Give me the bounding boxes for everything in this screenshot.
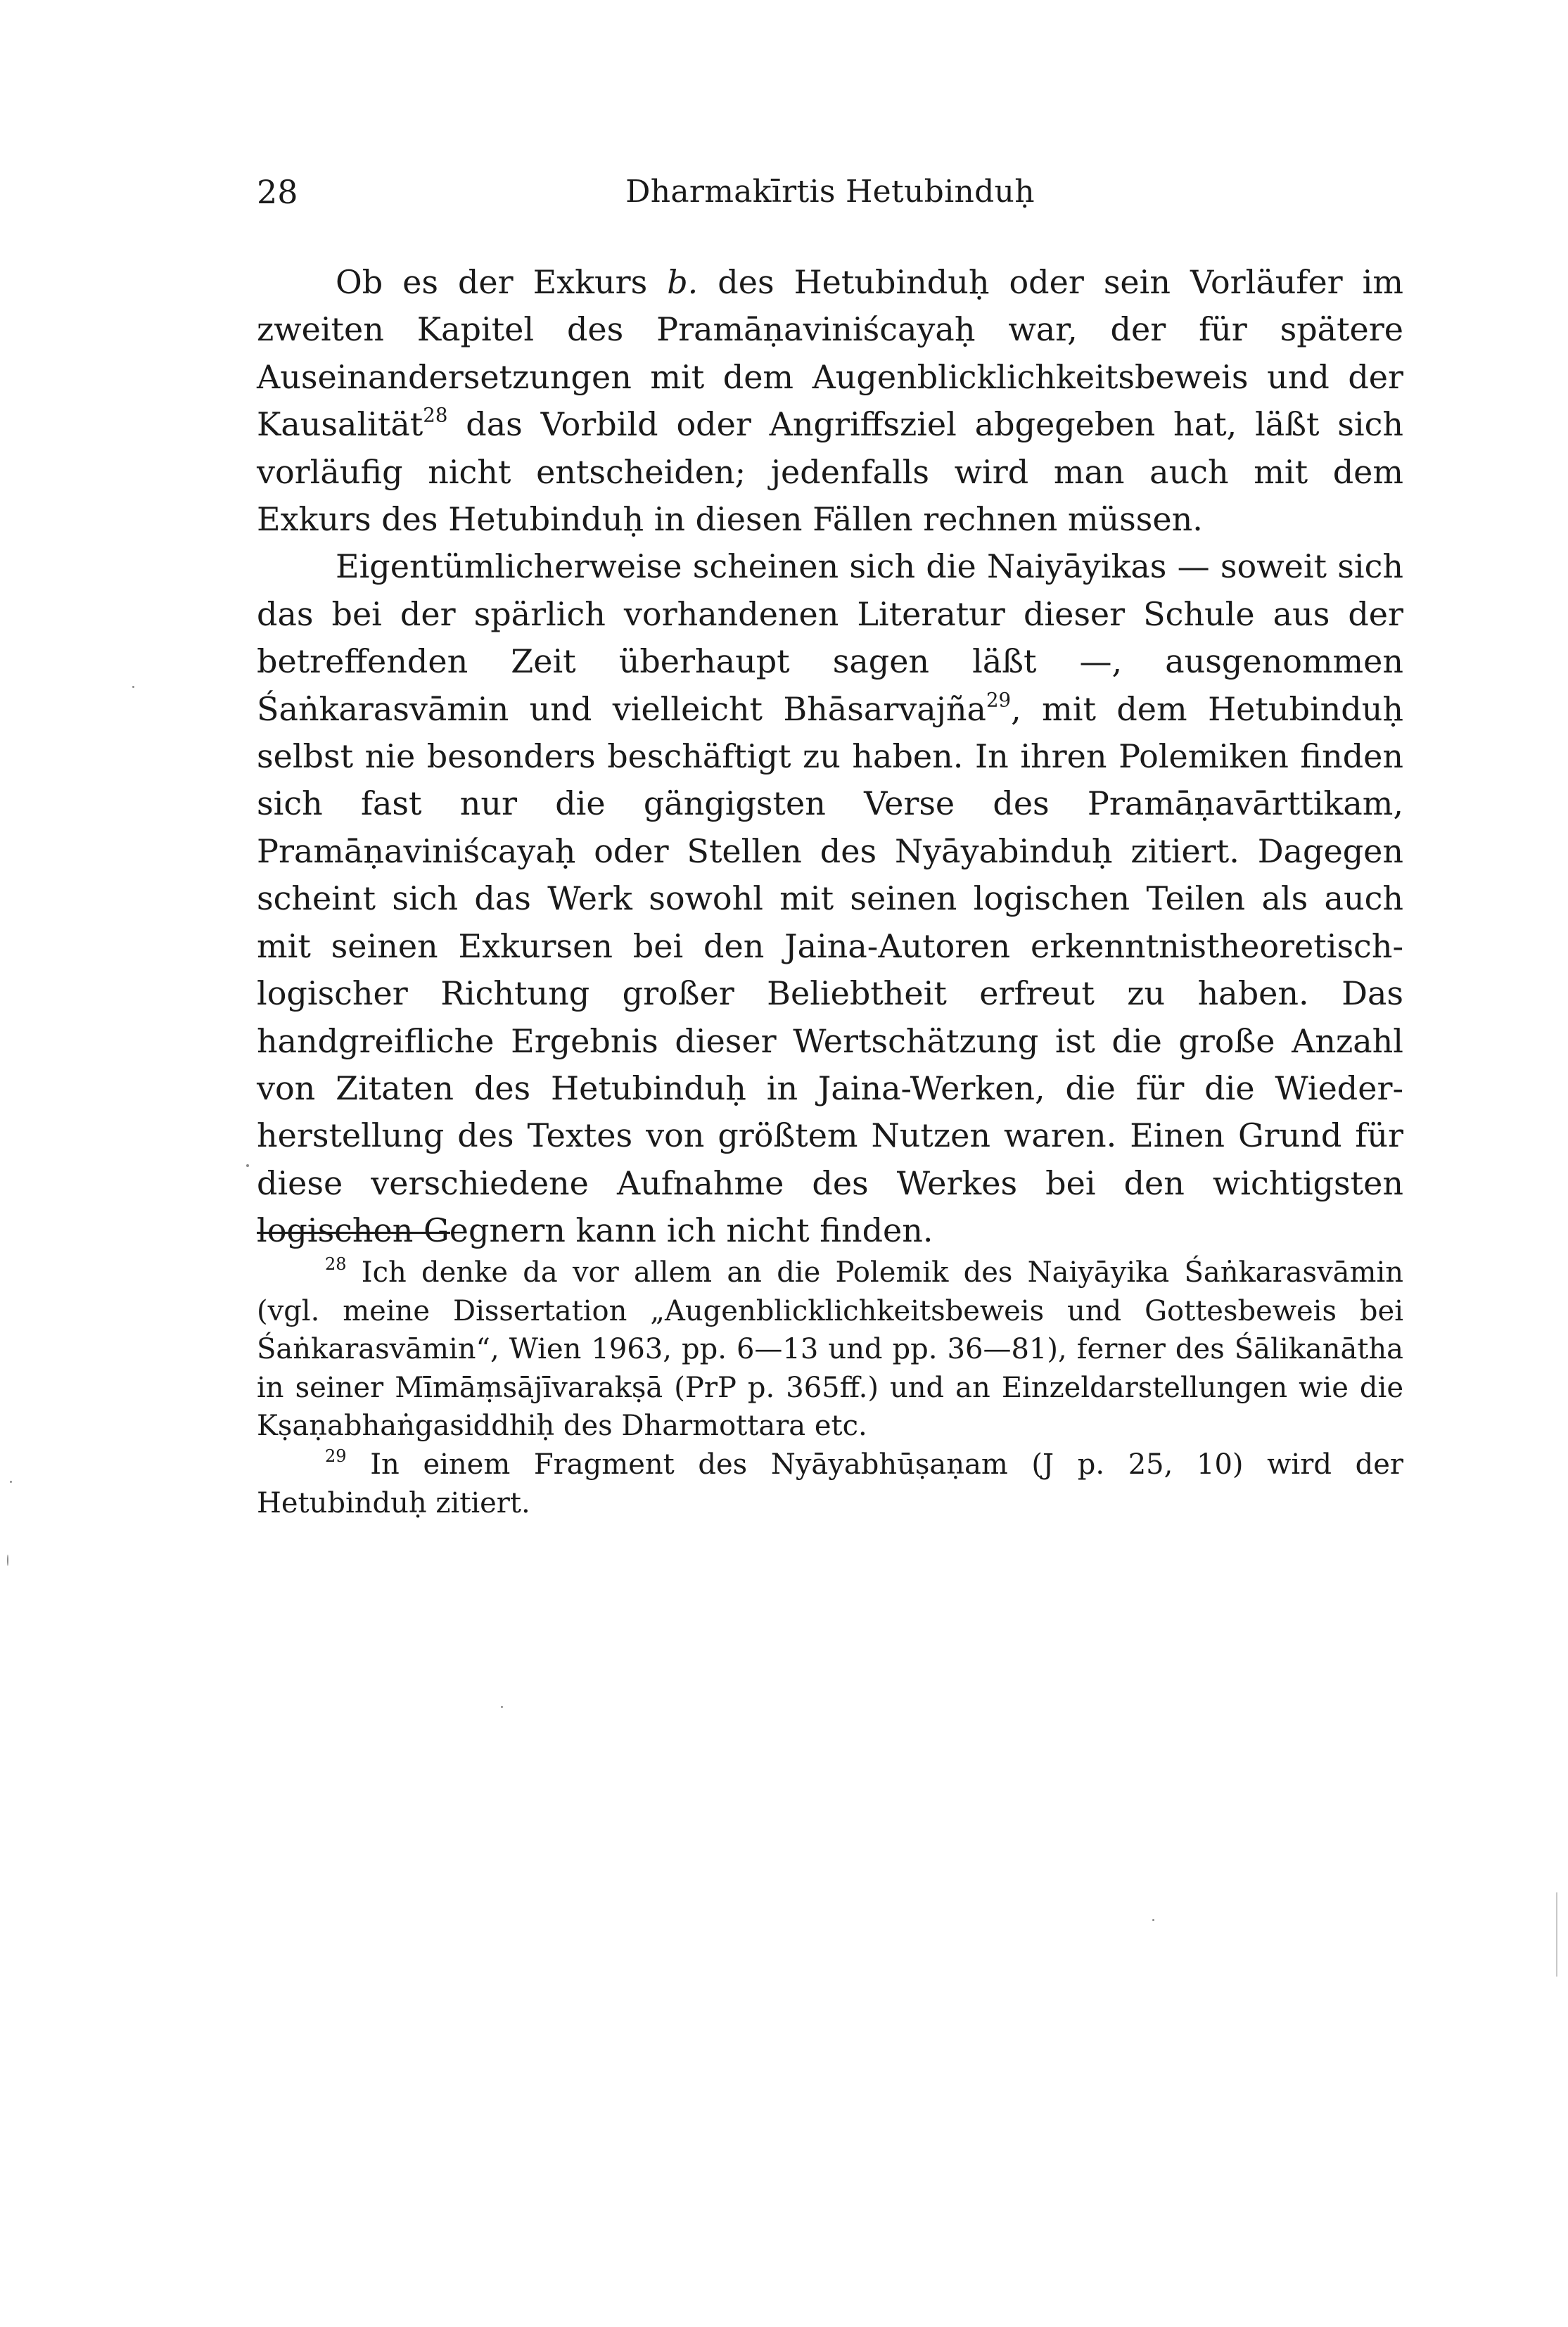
paragraph-1-text-c: des Hetubinduḥ oder sein Vorläufer im zweiten Kapitel des Pramāṇaviniścayaḥ war, der für spätere Auseinandersetzungen mit dem Augenblicklichkeitsbeweis und der Kausalität (257, 263, 1403, 444)
scan-speck (10, 1481, 12, 1483)
scan-speck (246, 1164, 249, 1167)
paragraph-1-text-d: das Vorbild oder Angriffsziel abgegeben hat, läßt sich vorläufig nicht entscheiden; jedenfalls wird man auch mit dem Exkurs des Hetubinduḥ in diesen Fällen rechnen müssen. (257, 405, 1403, 539)
page-header (257, 167, 1403, 217)
paragraph-1-italic-b: b. (667, 263, 699, 301)
footnote-29-number: 29 (325, 1446, 347, 1467)
paragraph-1 (257, 259, 1403, 543)
scan-speck (1556, 1892, 1557, 1977)
paragraph-2-text-b: , mit dem Hetubinduḥ selbst nie besonders beschäftigt zu haben. In ihren Polemiken finden sich fast nur die gängigsten Verse des Pramāṇavārttikam, Pramāṇaviniścayaḥ oder Stellen des Nyāyabinduḥ zitiert. Dagegen scheint sich das Werk sowohl mit seinen logischen Teilen als auch mit seinen Exkursen bei den Jaina-Autoren erkenntnistheoretisch-logischer Richtung großer Beliebtheit erfreut zu haben. Das handgreifliche Ergebnis dieser Wertschätzung ist die große Anzahl von Zitaten des Hetubinduḥ in Jaina-Werken, die für die Wiederherstellung des Textes von größtem Nutzen waren. Einen Grund für diese verschiedene Aufnahme des Werkes bei den wichtigsten logischen Gegnern kann ich nicht finden. (257, 689, 1404, 1250)
footnote-ref-28[interactable]: 28 (423, 403, 448, 427)
footnote-ref-29[interactable]: 29 (986, 688, 1012, 712)
scan-speck (7, 1555, 8, 1566)
paragraph-2-text-a: Eigentümlicherweise scheinen sich die Naiyāyikas — soweit sich das bei der spärlich vorhandenen Literatur dieser Schule aus der betreffenden Zeit überhaupt sagen läßt —, ausgenommen Śaṅkarasvāmin und vielleicht Bhāsarvajña (257, 547, 1403, 728)
footnote-28-number: 28 (325, 1254, 347, 1275)
footnote-29-text: In einem Fragment des Nyāyabhūṣaṇam (J p. 25, 10) wird der Hetubinduḥ zitiert. (257, 1448, 1403, 1519)
footnote-28-text: Ich denke da vor allem an die Polemik des Naiyāyika Śaṅkarasvāmin (vgl. meine Dissertation „Augenblicklichkeitsbeweis und Gottesbeweis bei Śaṅkarasvāmin“, Wien 1963, pp. 6—13 und pp. 36—81), ferner des Śālikanātha in seiner Mīmāṃsājīvarakṣā (PrP p. 365ff.) und an Einzeldarstellungen wie die Kṣaṇabhaṅgasiddhiḥ des Dharmottara etc. (257, 1256, 1403, 1443)
main-text (257, 259, 1403, 1255)
scan-speck (132, 686, 134, 688)
paragraph-1-text-a: Ob es der Exkurs (336, 263, 668, 301)
paragraph-2 (257, 543, 1403, 1254)
footnote-separator (257, 1232, 450, 1234)
footnote-29 (257, 1446, 1403, 1522)
scan-speck (501, 1706, 503, 1708)
footnote-28 (257, 1254, 1403, 1446)
page-number: 28 (257, 173, 298, 211)
scan-speck (1152, 1919, 1154, 1921)
footnotes (257, 1254, 1403, 1522)
running-title: Dharmakīrtis Hetubinduḥ (625, 174, 1035, 210)
